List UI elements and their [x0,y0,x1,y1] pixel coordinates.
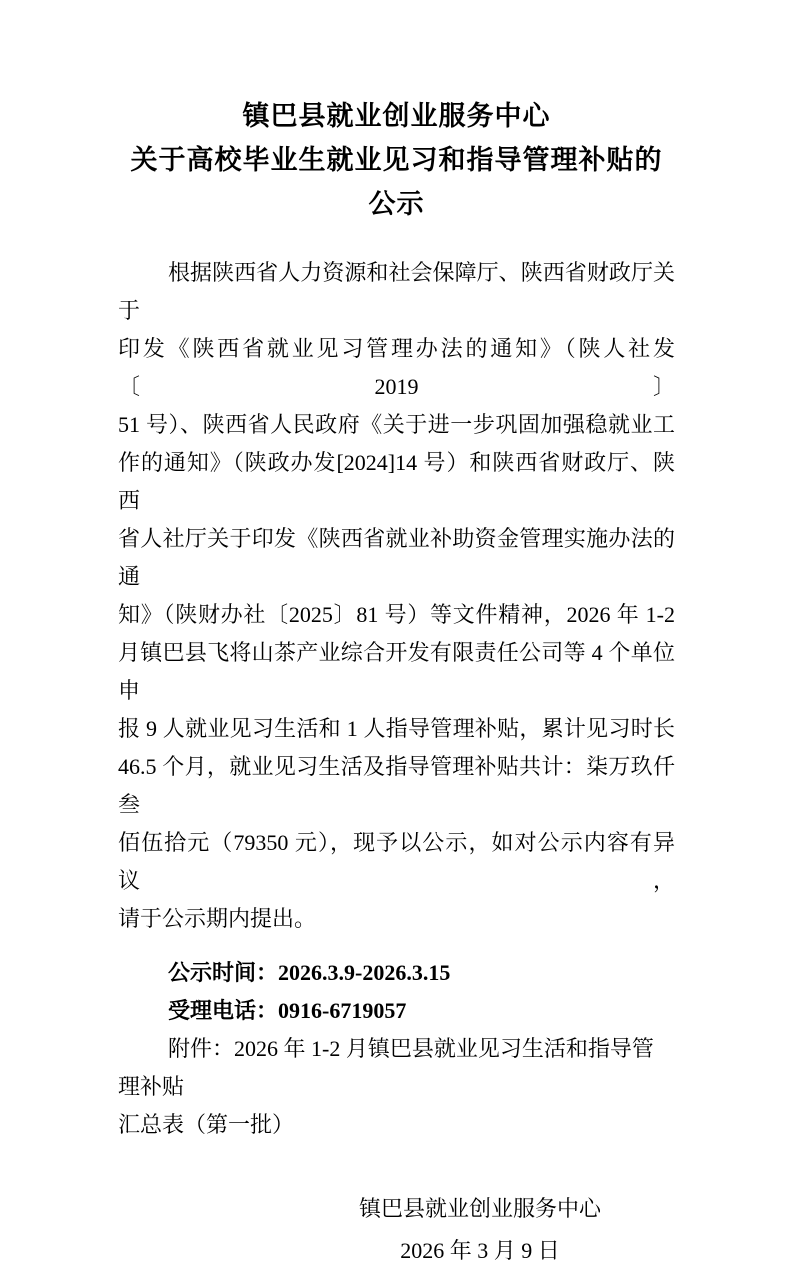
attachment-text-continued: 汇总表（第一批） [118,1112,295,1137]
body-line: 根据陕西省人力资源和社会保障厅、陕西省财政厅关于 [118,260,675,323]
body-paragraph [118,254,675,938]
body-line: 请于公示期内提出。 [118,906,317,931]
attachment-text: 2026 年 1-2 月镇巴县就业见习生活和指导管理补贴 [118,1036,654,1099]
attachment-label: 附件： [168,1036,235,1061]
attachment-line-2 [118,1106,675,1144]
document-title [118,94,675,226]
title-line-1: 镇巴县就业创业服务中心 [242,101,551,131]
phone-line [118,992,675,1030]
publicity-time-label: 公示时间： [168,960,279,985]
phone-value: 0916-6719057 [278,998,407,1023]
publicity-time-line [118,954,675,992]
signature-org: 镇巴县就业创业服务中心 [358,1196,601,1221]
body-line: 51 号）、陕西省人民政府《关于进一步巩固加强稳就业工 [118,412,675,437]
body-line: 报 9 人就业见习生活和 1 人指导管理补贴，累计见习时长 [118,716,675,741]
body-line: 省人社厅关于印发《陕西省就业补助资金管理实施办法的通 [118,526,675,589]
body-line: 月镇巴县飞将山茶产业综合开发有限责任公司等 4 个单位申 [118,640,675,703]
title-line-2: 关于高校毕业生就业见习和指导管理补贴的公示 [130,145,663,219]
phone-label: 受理电话： [168,998,279,1023]
body-line: 46.5 个月，就业见习生活及指导管理补贴共计：柒万玖仟叁 [118,754,675,817]
details-section [118,954,675,1144]
signature-section [118,1188,675,1272]
publicity-time-value: 2026.3.9-2026.3.15 [278,960,451,985]
body-line: 印发《陕西省就业见习管理办法的通知》（陕人社发〔2019〕 [118,336,675,399]
signature-date: 2026 年 3 月 9 日 [400,1238,560,1263]
body-line: 知》（陕财办社〔2025〕81 号）等文件精神，2026 年 1-2 [118,602,675,627]
body-line: 作的通知》（陕政办发[2024]14 号）和陕西省财政厅、陕西 [118,450,675,513]
attachment-line-1 [118,1030,675,1106]
body-line: 佰伍拾元（79350 元），现予以公示，如对公示内容有异议， [118,830,675,893]
